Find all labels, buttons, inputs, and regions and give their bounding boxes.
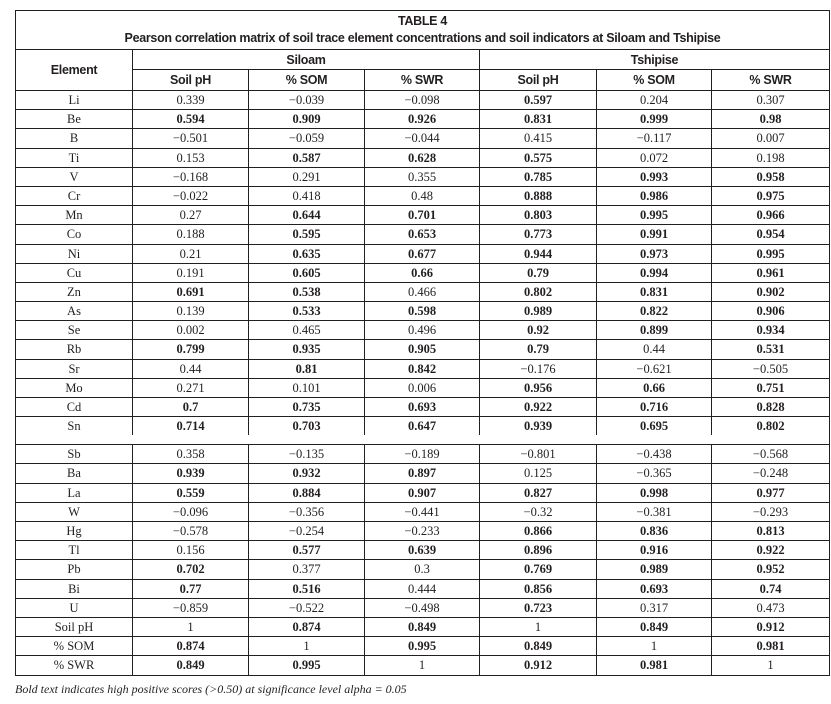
table-row [16,91,829,110]
column-header: % SOM [596,70,711,91]
element-cell: V [69,169,79,184]
element-cell: Ti [68,150,80,165]
group-header-tshipise: Tshipise [479,50,829,70]
element-cell: Bi [68,581,80,596]
value-cell: 0.533 [248,302,364,320]
element-cell: Li [68,93,80,107]
value-cell: −0.522 [248,599,364,617]
value-cell: 0.44 [596,340,711,358]
value-cell: −0.505 [711,360,829,378]
value-cell: −0.801 [479,445,596,463]
table-row [16,398,829,417]
table-row [16,379,829,398]
value-cell: 0.48 [364,187,479,205]
table-row [16,206,829,225]
element-cell: Sr [68,361,80,376]
value-cell: 0.605 [248,264,364,282]
value-cell: 0.831 [596,283,711,301]
table-row [16,618,829,637]
table-row [16,503,829,522]
value-cell: −0.168 [132,168,248,186]
value-cell: −0.568 [711,445,829,463]
value-cell: 0.977 [711,484,829,502]
table-row [16,656,829,675]
value-cell: 0.595 [248,225,364,243]
table-container [15,10,830,696]
element-cell: As [67,304,81,319]
table-row [16,302,829,321]
table-row [16,580,829,599]
table-row [16,245,829,264]
table-row [16,637,829,656]
column-header: % SWR [711,70,829,91]
value-cell: 0.198 [711,149,829,167]
footnote: Bold text indicates high positive scores (>0.50) at significance level alpha = 0.05 [15,682,407,697]
value-cell: 0.007 [711,129,829,147]
element-cell: Mo [65,380,83,395]
value-cell: 0.989 [596,560,711,578]
element-cell: Pb [67,562,81,577]
value-cell: −0.381 [596,503,711,521]
value-cell: 1 [132,618,248,636]
value-cell: 0.954 [711,225,829,243]
value-cell: 0.932 [248,464,364,482]
value-cell: 0.856 [479,580,596,598]
correlation-table [15,10,830,676]
table-row [16,187,829,206]
value-cell: 0.125 [479,464,596,482]
value-cell: 0.644 [248,206,364,224]
element-cell: Hg [66,523,82,538]
value-cell: 0.98 [711,110,829,128]
column-header: Soil pH [479,70,596,91]
value-cell: 0.874 [132,637,248,655]
value-cell: 0.465 [248,321,364,339]
value-cell: 0.912 [711,618,829,636]
value-cell: −0.498 [364,599,479,617]
value-cell: 0.559 [132,484,248,502]
element-cell: % SOM [53,639,95,654]
value-cell: 0.897 [364,464,479,482]
table-row [16,445,829,464]
value-cell: 0.956 [479,379,596,397]
column-header: % SOM [248,70,364,91]
value-cell: 0.896 [479,541,596,559]
value-cell: 0.934 [711,321,829,339]
value-cell: 0.888 [479,187,596,205]
value-cell: 0.952 [711,560,829,578]
value-cell: 0.635 [248,245,364,263]
value-cell: 0.647 [364,417,479,435]
value-cell: 0.006 [364,379,479,397]
value-cell: 0.101 [248,379,364,397]
column-header: % SWR [364,70,479,91]
value-cell: −0.233 [364,522,479,540]
value-cell: 0.769 [479,560,596,578]
value-cell: −0.135 [248,445,364,463]
value-cell: 0.77 [132,580,248,598]
value-cell: 0.639 [364,541,479,559]
table-row [16,464,829,483]
value-cell: −0.32 [479,503,596,521]
value-cell: 0.677 [364,245,479,263]
value-cell: 0.902 [711,283,829,301]
table-caption: Pearson correlation matrix of soil trace element concentrations and soil indicators at Siloam and Tshipise [124,31,721,45]
value-cell: 0.703 [248,417,364,435]
value-cell: 0.822 [596,302,711,320]
value-cell: 0.307 [711,91,829,109]
value-cell: −0.859 [132,599,248,617]
table-row [16,110,829,129]
value-cell: 0.874 [248,618,364,636]
element-header: Element [16,50,132,91]
value-cell: 0.899 [596,321,711,339]
table-body [16,91,829,675]
table-row [16,129,829,148]
value-cell: −0.441 [364,503,479,521]
value-cell: 1 [248,637,364,655]
value-cell: 0.799 [132,340,248,358]
value-cell: 0.785 [479,168,596,186]
value-cell: 0.21 [132,245,248,263]
value-cell: 0.994 [596,264,711,282]
element-cell: Ni [67,246,81,261]
value-cell: 0.44 [132,360,248,378]
value-cell: 0.958 [711,168,829,186]
value-cell: 0.916 [596,541,711,559]
group-header-siloam: Siloam [132,50,479,70]
value-cell: 0.849 [364,618,479,636]
value-cell: 0.944 [479,245,596,263]
value-cell: 0.444 [364,580,479,598]
value-cell: 0.966 [711,206,829,224]
value-cell: −0.098 [364,91,479,109]
value-cell: 0.594 [132,110,248,128]
value-cell: 0.802 [479,283,596,301]
value-cell: 0.991 [596,225,711,243]
table-row [16,599,829,618]
value-cell: −0.176 [479,360,596,378]
value-cell: 0.935 [248,340,364,358]
value-cell: 0.998 [596,484,711,502]
value-cell: 1 [711,656,829,675]
value-cell: −0.059 [248,129,364,147]
table-label: TABLE 4 [397,14,448,28]
value-cell: 0.191 [132,264,248,282]
element-cell: B [69,131,79,146]
value-cell: 0.317 [596,599,711,617]
element-cell: Be [67,112,81,127]
element-cell: Se [67,323,81,338]
value-cell: 0.516 [248,580,364,598]
value-cell: 0.802 [711,417,829,435]
table-row [16,321,829,340]
value-cell: 0.813 [711,522,829,540]
element-cell: Cd [66,400,82,414]
value-cell: −0.621 [596,360,711,378]
value-cell: 0.418 [248,187,364,205]
value-cell: 0.79 [479,264,596,282]
value-cell: 0.92 [479,321,596,339]
value-cell: 0.905 [364,340,479,358]
element-cell: U [69,600,79,615]
value-cell: 0.981 [711,637,829,655]
value-cell: 0.377 [248,560,364,578]
value-cell: 0.939 [479,417,596,435]
value-cell: 0.072 [596,149,711,167]
table-row [16,225,829,244]
element-cell: Mn [65,208,83,223]
value-cell: 0.723 [479,599,596,617]
value-cell: 0.188 [132,225,248,243]
element-cell: Cu [66,265,82,280]
value-cell: 0.907 [364,484,479,502]
value-cell: 0.995 [711,245,829,263]
value-cell: 0.995 [364,637,479,655]
value-cell: 0.828 [711,398,829,416]
table-row [16,168,829,187]
value-cell: −0.578 [132,522,248,540]
value-cell: 0.831 [479,110,596,128]
value-cell: 0.866 [479,522,596,540]
element-cell: Tl [68,543,80,558]
value-cell: 0.587 [248,149,364,167]
value-cell: 1 [479,618,596,636]
value-cell: −0.248 [711,464,829,482]
value-cell: 0.714 [132,417,248,435]
table-header [16,50,829,91]
value-cell: 0.153 [132,149,248,167]
value-cell: 0.735 [248,398,364,416]
value-cell: 0.002 [132,321,248,339]
table-row [16,340,829,359]
table-row [16,264,829,283]
value-cell: −0.189 [364,445,479,463]
value-cell: −0.022 [132,187,248,205]
table-row [16,541,829,560]
value-cell: 0.849 [596,618,711,636]
value-cell: −0.117 [596,129,711,147]
value-cell: 0.849 [479,637,596,655]
value-cell: 0.912 [479,656,596,675]
value-cell: 0.939 [132,464,248,482]
value-cell: 0.538 [248,283,364,301]
value-cell: 0.842 [364,360,479,378]
value-cell: 0.922 [711,541,829,559]
element-cell: Sb [67,447,81,462]
value-cell: 0.496 [364,321,479,339]
element-cell: W [68,504,80,519]
value-cell: 0.598 [364,302,479,320]
table-row [16,560,829,579]
value-cell: 0.909 [248,110,364,128]
value-cell: 0.66 [364,264,479,282]
value-cell: 0.291 [248,168,364,186]
value-cell: 0.79 [479,340,596,358]
table-title [16,11,829,50]
value-cell: 0.7 [132,398,248,416]
value-cell: 0.358 [132,445,248,463]
value-cell: 0.695 [596,417,711,435]
value-cell: 0.849 [132,656,248,675]
value-cell: 0.271 [132,379,248,397]
value-cell: 0.702 [132,560,248,578]
element-cell: Cr [67,188,81,203]
value-cell: 0.701 [364,206,479,224]
element-cell: Sn [67,419,81,434]
table-row [16,484,829,503]
value-cell: 0.836 [596,522,711,540]
value-cell: 0.339 [132,91,248,109]
value-cell: 0.691 [132,283,248,301]
table-row [16,283,829,302]
value-cell: 0.989 [479,302,596,320]
value-cell: 0.575 [479,149,596,167]
column-header: Soil pH [132,70,248,91]
value-cell: −0.039 [248,91,364,109]
value-cell: 0.74 [711,580,829,598]
value-cell: 0.995 [248,656,364,675]
value-cell: −0.356 [248,503,364,521]
element-cell: La [67,485,81,500]
value-cell: 0.773 [479,225,596,243]
value-cell: −0.365 [596,464,711,482]
value-cell: −0.293 [711,503,829,521]
value-cell: 0.415 [479,129,596,147]
value-cell: 0.922 [479,398,596,416]
value-cell: −0.254 [248,522,364,540]
value-cell: 0.139 [132,302,248,320]
value-cell: 0.531 [711,340,829,358]
value-cell: 0.355 [364,168,479,186]
value-cell: 0.975 [711,187,829,205]
value-cell: 0.884 [248,484,364,502]
value-cell: −0.044 [364,129,479,147]
table-row [16,360,829,379]
value-cell: 0.628 [364,149,479,167]
value-cell: 0.693 [364,398,479,416]
element-cell: Ba [67,466,81,481]
value-cell: 0.466 [364,283,479,301]
value-cell: 0.204 [596,91,711,109]
table-row [16,149,829,168]
value-cell: −0.096 [132,503,248,521]
element-cell: % SWR [53,658,95,673]
value-cell: 0.66 [596,379,711,397]
value-cell: −0.501 [132,129,248,147]
element-cell: Rb [66,342,82,357]
value-cell: 0.693 [596,580,711,598]
value-cell: 0.973 [596,245,711,263]
value-cell: 0.926 [364,110,479,128]
value-cell: 0.827 [479,484,596,502]
value-cell: 0.906 [711,302,829,320]
value-cell: 1 [596,637,711,655]
value-cell: 0.81 [248,360,364,378]
value-cell: −0.438 [596,445,711,463]
value-cell: 0.156 [132,541,248,559]
value-cell: 1 [364,656,479,675]
value-cell: 0.993 [596,168,711,186]
value-cell: 0.27 [132,206,248,224]
value-cell: 0.986 [596,187,711,205]
value-cell: 0.3 [364,560,479,578]
value-cell: 0.961 [711,264,829,282]
element-cell: Zn [67,284,81,299]
value-cell: 0.999 [596,110,711,128]
element-cell: Co [66,227,82,242]
value-cell: 0.751 [711,379,829,397]
table-row [16,417,829,445]
table-row [16,522,829,541]
element-cell: Soil pH [54,619,94,634]
value-cell: 0.473 [711,599,829,617]
value-cell: 0.577 [248,541,364,559]
value-cell: 0.653 [364,225,479,243]
value-cell: 0.716 [596,398,711,416]
value-cell: 0.981 [596,656,711,675]
value-cell: 0.597 [479,91,596,109]
value-cell: 0.995 [596,206,711,224]
value-cell: 0.803 [479,206,596,224]
